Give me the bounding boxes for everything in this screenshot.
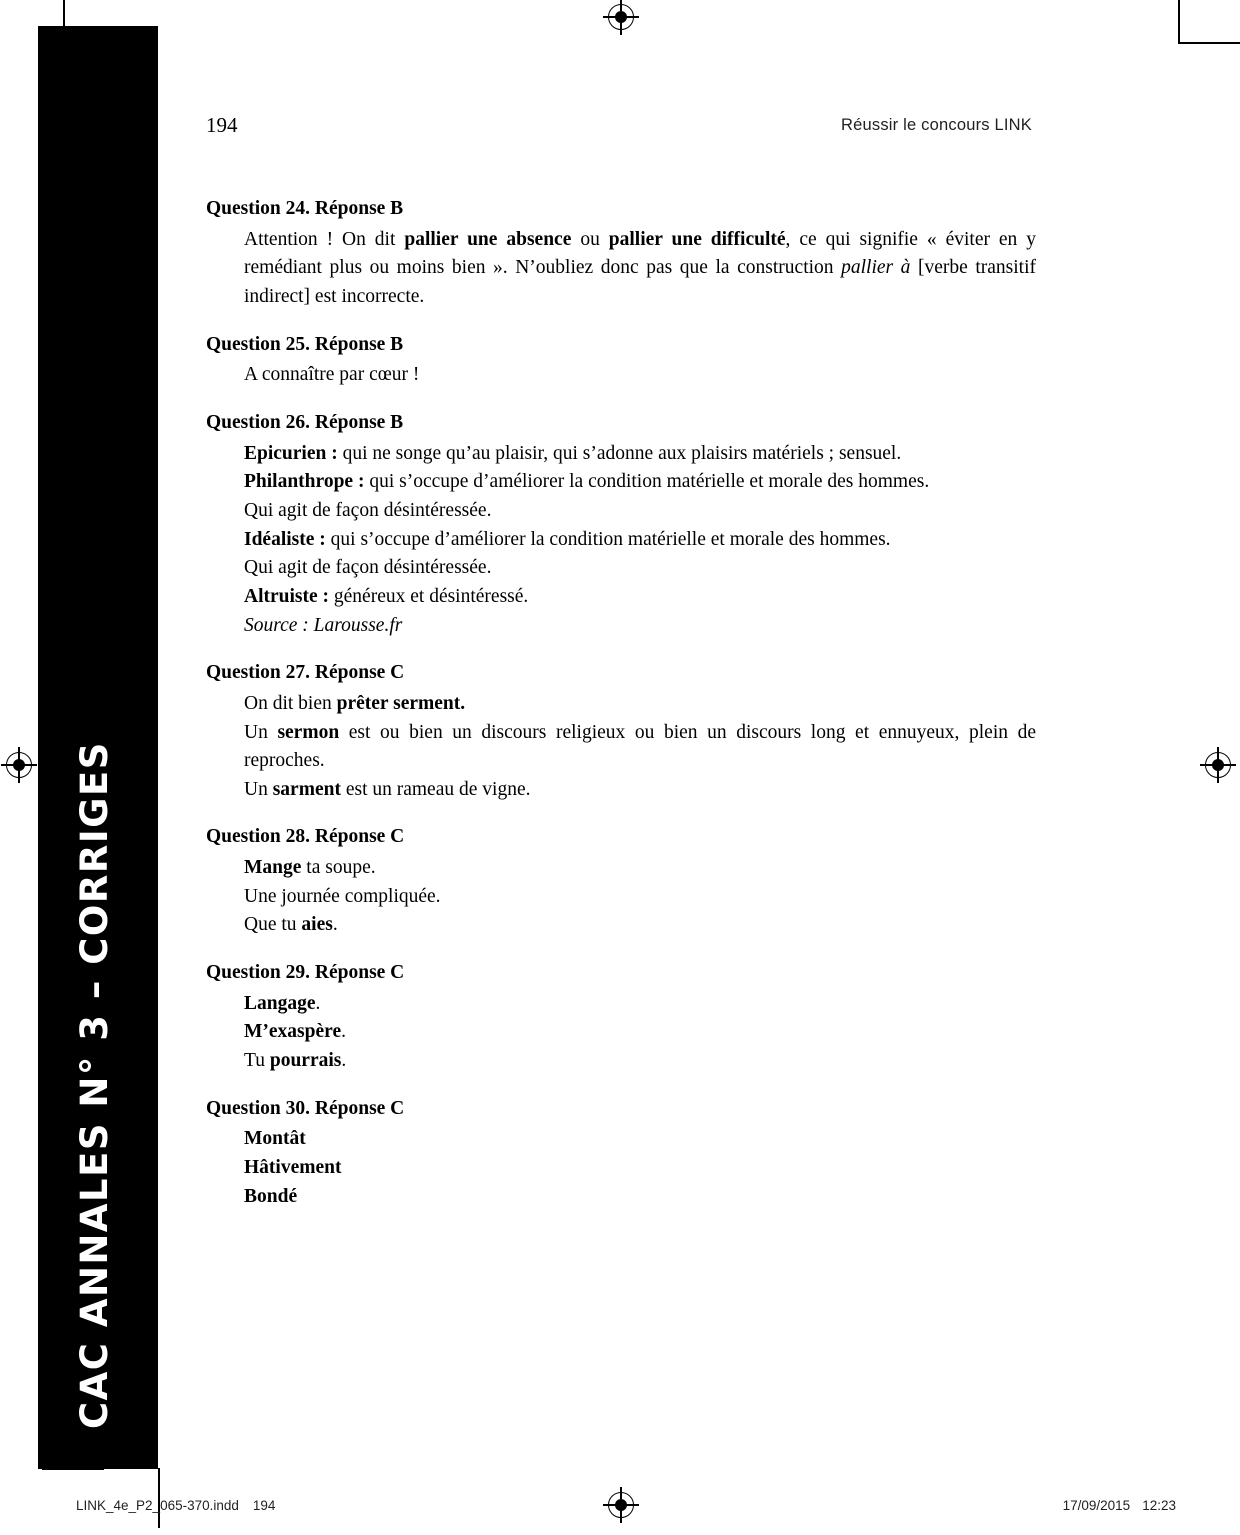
question-body-26-line-5: Qui agit de façon désintéressée. (244, 557, 492, 579)
registration-mark-right-icon (1205, 752, 1231, 778)
page-number: 194 (206, 113, 238, 137)
question-heading-30: Question 30. Réponse C (206, 1097, 405, 1119)
question-heading-26: Question 26. Réponse B (206, 411, 404, 433)
question-body-29-line-2: M’exaspère. (244, 1021, 346, 1043)
question-body-27-line-3: Un sarment est un rameau de vigne. (244, 778, 531, 800)
question-body-30-line-3: Bondé (244, 1185, 298, 1207)
question-body-27-line-2: Un sermon est ou bien un discours religieux ou bien un discours long et ennuyeux, plein de reproches. (244, 721, 1036, 772)
question-heading-24: Question 24. Réponse B (206, 198, 404, 219)
registration-mark-bottom-icon (608, 1492, 634, 1518)
side-tab-label: CAC ANNALES N° 3 – CORRIGES (73, 741, 116, 1429)
question-body-28-line-3: Que tu aies. (244, 914, 338, 936)
question-body-27-line-1: On dit bien prêter serment. (244, 692, 466, 714)
question-body-29-line-3: Tu pourrais. (244, 1050, 347, 1072)
question-heading-28: Question 28. Réponse C (206, 826, 405, 848)
question-heading-29: Question 29. Réponse C (206, 962, 405, 984)
question-body-26-line-4: Idéaliste : qui s’occupe d’améliorer la condition matérielle et morale des hommes. (244, 528, 891, 550)
footer-date: 17/09/2015 (1062, 1498, 1131, 1513)
footer-page-number: 194 (252, 1498, 276, 1513)
running-head-title: Réussir le concours LINK (841, 116, 1032, 134)
question-heading-25: Question 25. Réponse B (206, 333, 404, 355)
footer-file-info (76, 1498, 275, 1513)
side-tab (38, 26, 158, 1469)
registration-mark-left-icon (6, 752, 32, 778)
question-body-30-line-1: Montât (244, 1128, 306, 1150)
question-body-30-line-2: Hâtivement (244, 1157, 342, 1179)
question-body-25-line-1: A connaître par cœur ! (244, 364, 420, 386)
question-body-26-line-6: Altruiste : généreux et désintéressé. (244, 585, 529, 607)
footer-time: 12:23 (1142, 1498, 1176, 1513)
question-heading-27: Question 27. Réponse C (206, 662, 405, 684)
crop-mark-top-right-horizontal (1178, 42, 1240, 44)
footer-timestamp (1063, 1498, 1176, 1513)
question-body-29-line-1: Langage. (244, 992, 321, 1014)
answers-content (206, 195, 1036, 1211)
question-body-26-source: Source : Larousse.fr (244, 614, 403, 636)
question-body-24: Attention ! On dit pallier une absence ou pallier une difficulté, ce qui signifie « éviter en y remédiant plus ou moins bien ». N’oubliez donc pas que la construction pallier à [verbe transitif indirect] est incorrecte. (244, 228, 1037, 307)
question-body-26-line-3: Qui agit de façon désintéressée. (244, 499, 492, 521)
registration-mark-top-icon (608, 4, 634, 30)
crop-mark-top-right-vertical (1178, 0, 1180, 44)
question-body-26-line-1: Epicurien : qui ne songe qu’au plaisir, qui s’adonne aux plaisirs matériels ; sensuel. (244, 442, 902, 464)
footer-file-name: LINK_4e_P2_065-370.indd (76, 1498, 239, 1513)
question-body-28-line-2: Une journée compliquée. (244, 885, 441, 907)
question-body-28-line-1: Mange ta soupe. (244, 857, 376, 879)
question-body-26-line-2: Philanthrope : qui s’occupe d’améliorer la condition matérielle et morale des hommes. (244, 471, 930, 493)
